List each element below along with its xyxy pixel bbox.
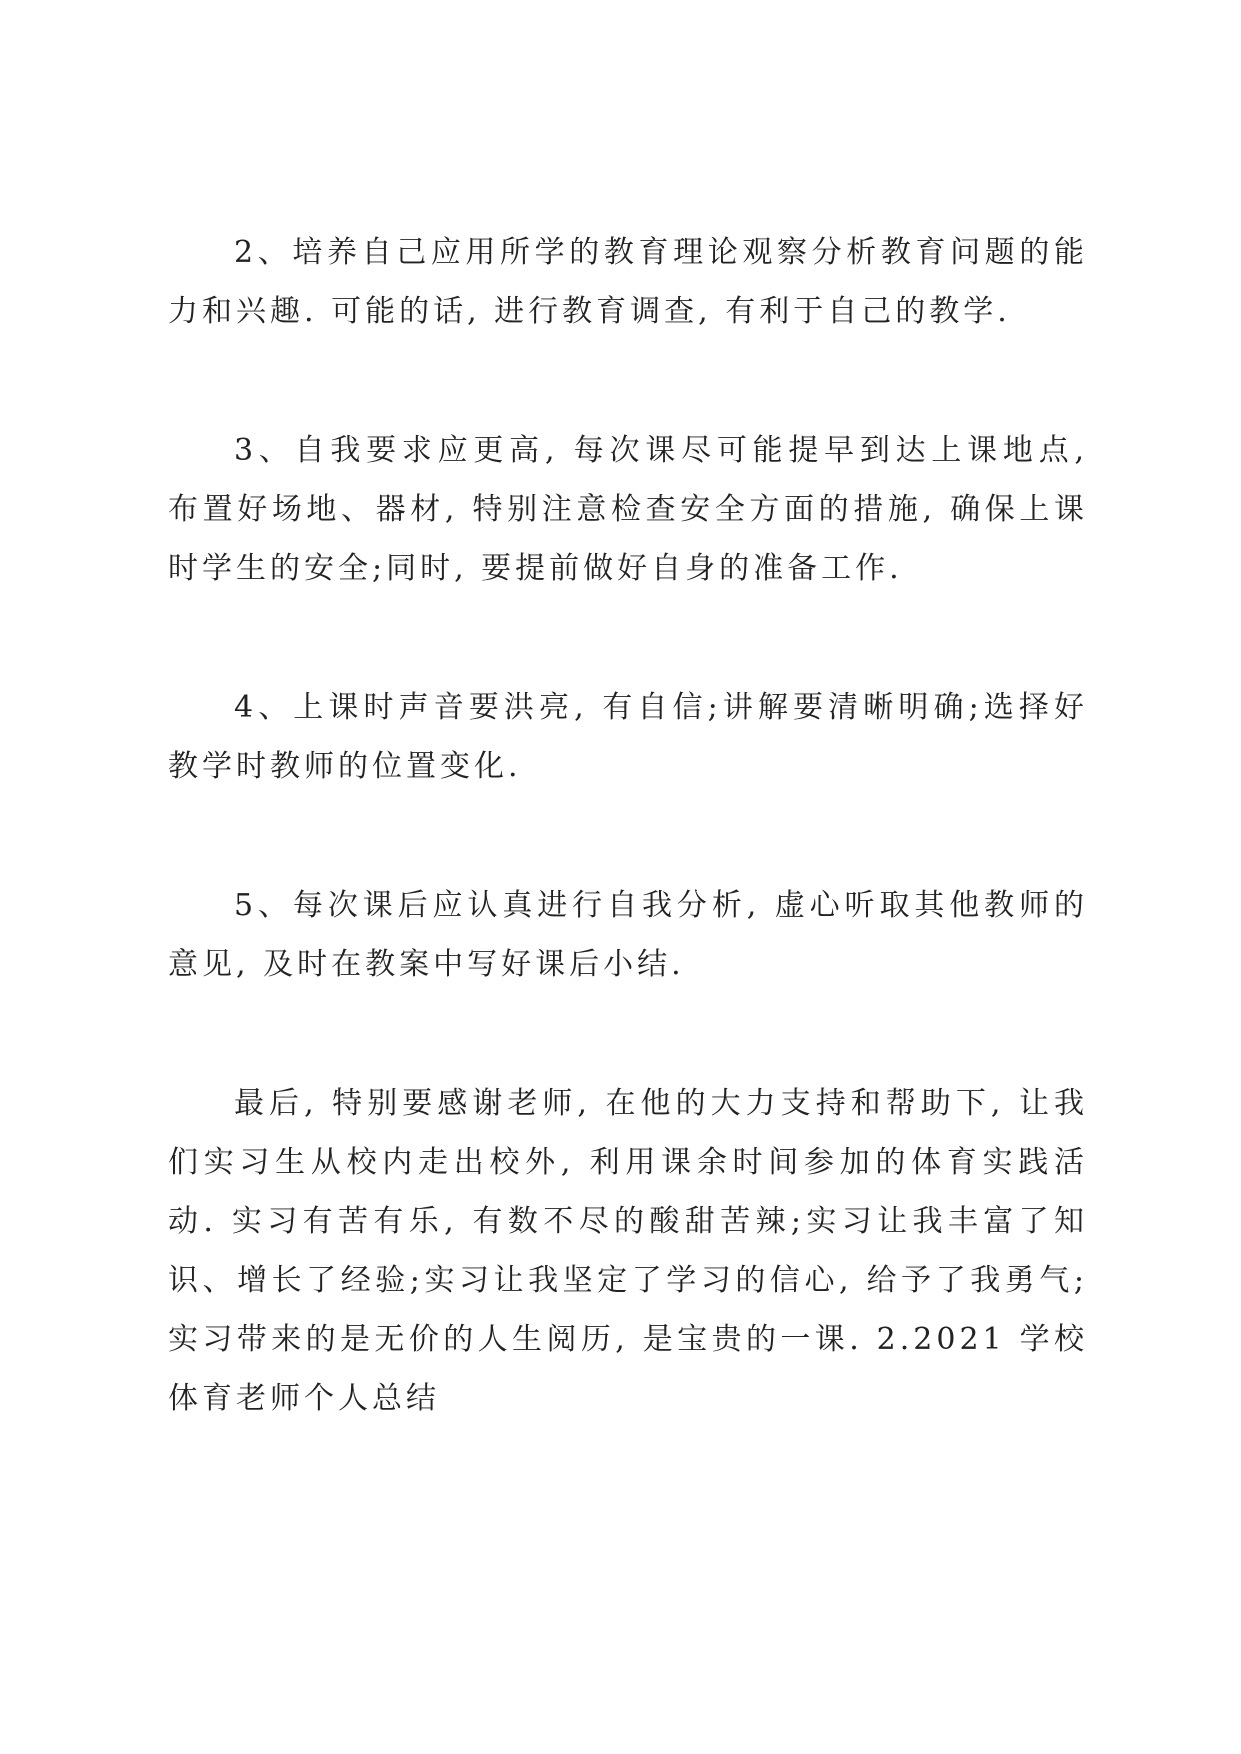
paragraph-item-4: 4、上课时声音要洪亮, 有自信;讲解要清晰明确;选择好教学时教师的位置变化.: [168, 690, 1088, 784]
paragraph-item-2: 2、培养自己应用所学的教育理论观察分析教育问题的能力和兴趣. 可能的话, 进行教育调查, 有利于自己的教学.: [168, 235, 1088, 329]
paragraph-item-5: 5、每次课后应认真进行自我分析, 虚心听取其他教师的意见, 及时在教案中写好课后小结.: [168, 888, 1088, 982]
paragraph-item-3: 3、自我要求应更高, 每次课尽可能提早到达上课地点, 布置好场地、器材, 特别注意检查安全方面的措施, 确保上课时学生的安全;同时, 要提前做好自身的准备工作.: [168, 433, 1088, 586]
document-body: [168, 223, 1088, 1428]
paragraph-conclusion: 最后, 特别要感谢老师, 在他的大力支持和帮助下, 让我们实习生从校内走出校外, 利用课余时间参加的体育实践活动. 实习有苦有乐, 有数不尽的酸甜苦辣;实习让我丰富了知识、增长了经验;实习让我坚定了学习的信心, 给予了我勇气;实习带来的是无价的人生阅历, 是宝贵的一课. 2.2021 学校体育老师个人总结: [168, 1086, 1088, 1416]
